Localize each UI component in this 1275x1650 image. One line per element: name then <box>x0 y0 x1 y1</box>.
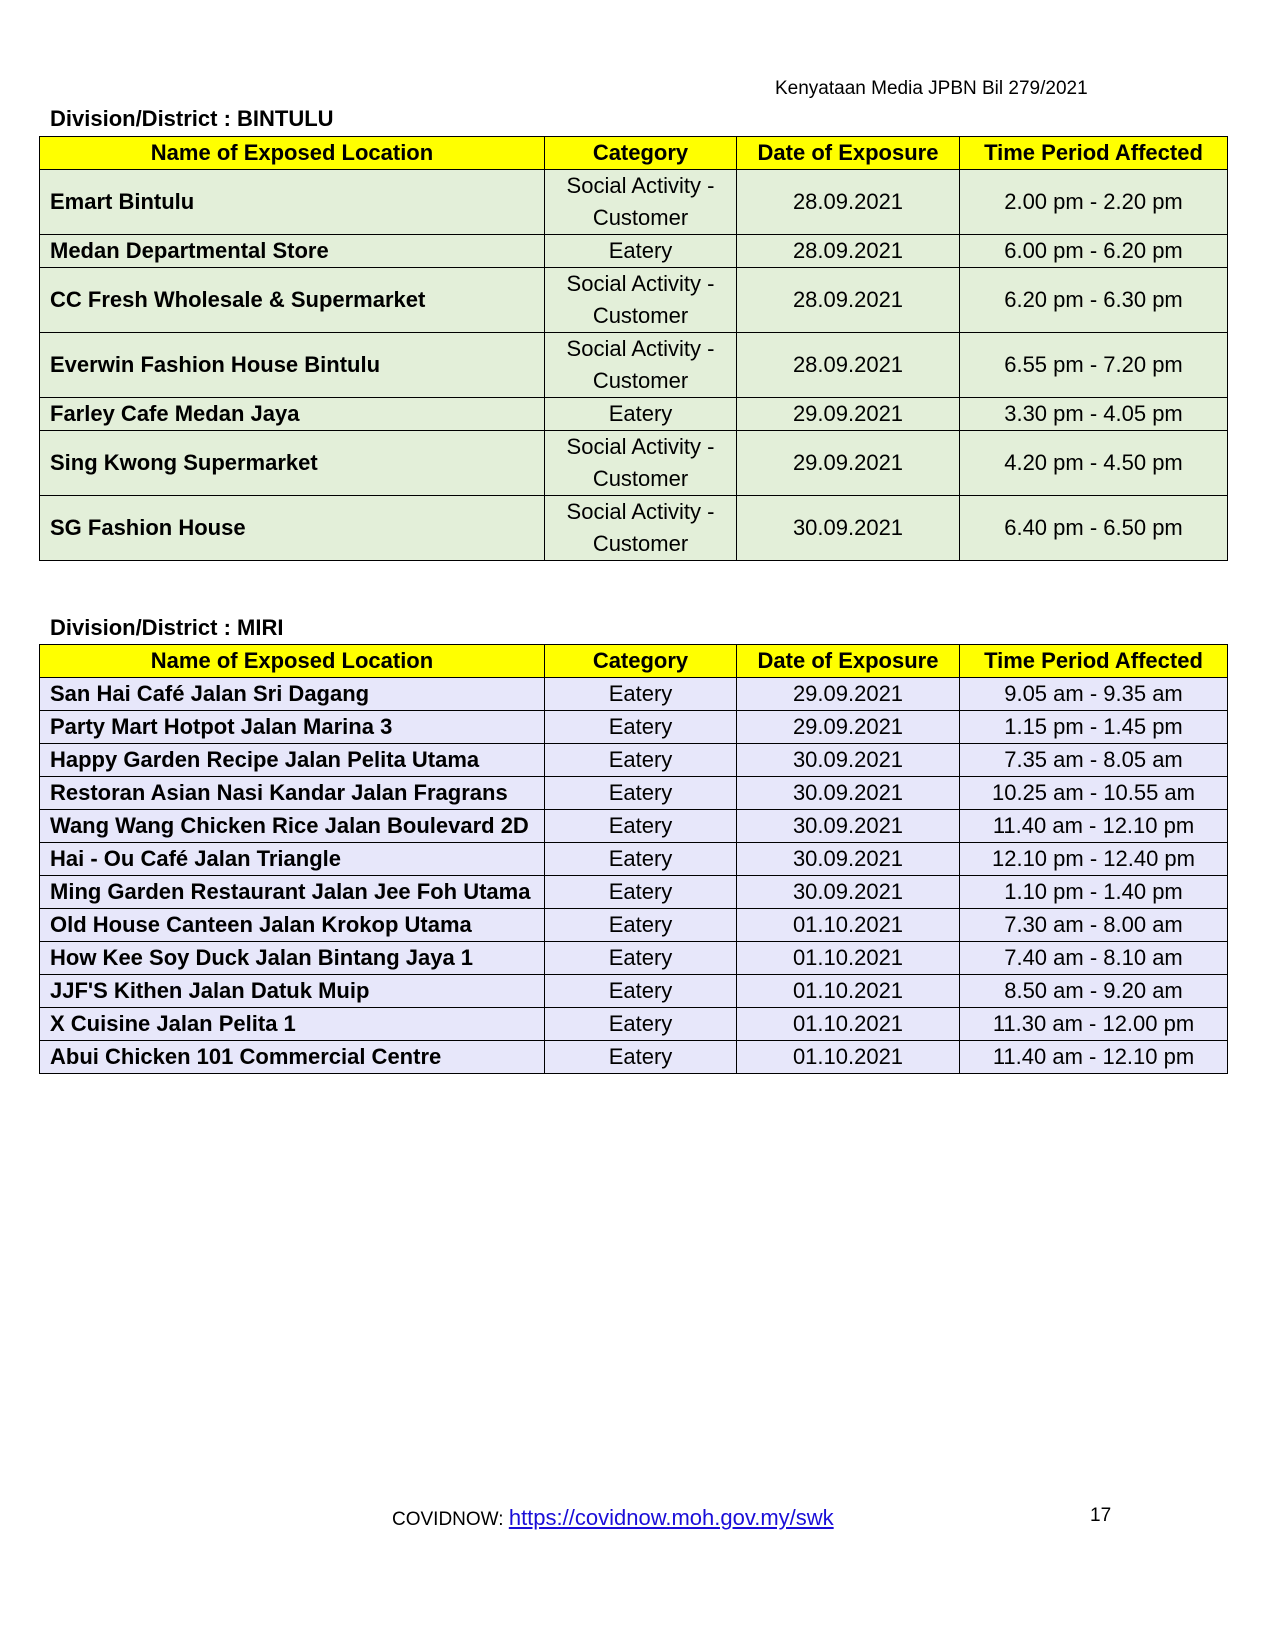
time-period-cell: 11.30 am - 12.00 pm <box>960 1008 1228 1041</box>
location-name-cell: How Kee Soy Duck Jalan Bintang Jaya 1 <box>40 942 545 975</box>
table-row <box>40 235 1228 268</box>
exposure-date-cell: 30.09.2021 <box>737 810 960 843</box>
time-period-cell: 6.20 pm - 6.30 pm <box>960 268 1228 333</box>
time-period-cell: 12.10 pm - 12.40 pm <box>960 843 1228 876</box>
category-cell: Eatery <box>545 1041 737 1074</box>
exposure-date-cell: 01.10.2021 <box>737 1008 960 1041</box>
column-header-date: Date of Exposure <box>737 137 960 170</box>
location-name-cell: Hai - Ou Café Jalan Triangle <box>40 843 545 876</box>
time-period-cell: 8.50 am - 9.20 am <box>960 975 1228 1008</box>
category-cell: Eatery <box>545 777 737 810</box>
miri-exposure-table <box>39 644 1228 1074</box>
category-cell: Eatery <box>545 678 737 711</box>
location-name-cell: Wang Wang Chicken Rice Jalan Boulevard 2D <box>40 810 545 843</box>
location-name-cell: San Hai Café Jalan Sri Dagang <box>40 678 545 711</box>
time-period-cell: 6.55 pm - 7.20 pm <box>960 333 1228 398</box>
time-period-cell: 6.40 pm - 6.50 pm <box>960 496 1228 561</box>
table-row <box>40 942 1228 975</box>
table-row <box>40 1041 1228 1074</box>
location-name-cell: Emart Bintulu <box>40 170 545 235</box>
table-row <box>40 1008 1228 1041</box>
table-header-row <box>40 645 1228 678</box>
category-cell: Eatery <box>545 235 737 268</box>
table-row <box>40 876 1228 909</box>
category-cell: Eatery <box>545 744 737 777</box>
covidnow-link[interactable]: https://covidnow.moh.gov.my/swk <box>508 1505 834 1530</box>
exposure-date-cell: 29.09.2021 <box>737 398 960 431</box>
table-row <box>40 496 1228 561</box>
location-name-cell: Ming Garden Restaurant Jalan Jee Foh Utama <box>40 876 545 909</box>
exposure-date-cell: 30.09.2021 <box>737 876 960 909</box>
exposure-date-cell: 29.09.2021 <box>737 711 960 744</box>
location-name-cell: Abui Chicken 101 Commercial Centre <box>40 1041 545 1074</box>
category-cell: Eatery <box>545 909 737 942</box>
district-title-bintulu: Division/District : BINTULU <box>50 106 334 131</box>
table-row <box>40 777 1228 810</box>
table-row <box>40 431 1228 496</box>
column-header-category: Category <box>545 137 737 170</box>
time-period-cell: 11.40 am - 12.10 pm <box>960 1041 1228 1074</box>
time-period-cell: 11.40 am - 12.10 pm <box>960 810 1228 843</box>
table-row <box>40 170 1228 235</box>
location-name-cell: Happy Garden Recipe Jalan Pelita Utama <box>40 744 545 777</box>
time-period-cell: 1.15 pm - 1.45 pm <box>960 711 1228 744</box>
column-header-date: Date of Exposure <box>737 645 960 678</box>
category-cell: Social Activity - Customer <box>545 333 737 398</box>
location-name-cell: Medan Departmental Store <box>40 235 545 268</box>
column-header-location: Name of Exposed Location <box>40 645 545 678</box>
table-row <box>40 711 1228 744</box>
location-name-cell: Farley Cafe Medan Jaya <box>40 398 545 431</box>
exposure-date-cell: 01.10.2021 <box>737 1041 960 1074</box>
table-row <box>40 909 1228 942</box>
bintulu-exposure-table <box>39 136 1228 561</box>
category-cell: Eatery <box>545 398 737 431</box>
category-cell: Social Activity - Customer <box>545 496 737 561</box>
location-name-cell: Sing Kwong Supermarket <box>40 431 545 496</box>
exposure-date-cell: 01.10.2021 <box>737 909 960 942</box>
location-name-cell: Old House Canteen Jalan Krokop Utama <box>40 909 545 942</box>
category-cell: Social Activity - Customer <box>545 170 737 235</box>
miri-table-body <box>40 678 1228 1074</box>
footer-label: COVIDNOW: <box>392 1509 504 1530</box>
exposure-date-cell: 29.09.2021 <box>737 431 960 496</box>
category-cell: Eatery <box>545 975 737 1008</box>
table-row <box>40 744 1228 777</box>
location-name-cell: CC Fresh Wholesale & Supermarket <box>40 268 545 333</box>
category-cell: Eatery <box>545 711 737 744</box>
document-reference: Kenyataan Media JPBN Bil 279/2021 <box>775 78 1088 99</box>
table-row <box>40 810 1228 843</box>
location-name-cell: X Cuisine Jalan Pelita 1 <box>40 1008 545 1041</box>
bintulu-table-body <box>40 170 1228 561</box>
location-name-cell: Party Mart Hotpot Jalan Marina 3 <box>40 711 545 744</box>
footer <box>392 1505 834 1531</box>
category-cell: Eatery <box>545 942 737 975</box>
table-row <box>40 678 1228 711</box>
time-period-cell: 7.30 am - 8.00 am <box>960 909 1228 942</box>
table-row <box>40 398 1228 431</box>
category-cell: Eatery <box>545 876 737 909</box>
exposure-date-cell: 30.09.2021 <box>737 496 960 561</box>
exposure-date-cell: 28.09.2021 <box>737 268 960 333</box>
table-header-row <box>40 137 1228 170</box>
category-cell: Eatery <box>545 1008 737 1041</box>
exposure-date-cell: 30.09.2021 <box>737 843 960 876</box>
category-cell: Social Activity - Customer <box>545 268 737 333</box>
column-header-location: Name of Exposed Location <box>40 137 545 170</box>
location-name-cell: SG Fashion House <box>40 496 545 561</box>
column-header-time: Time Period Affected <box>960 137 1228 170</box>
time-period-cell: 7.40 am - 8.10 am <box>960 942 1228 975</box>
table-row <box>40 268 1228 333</box>
time-period-cell: 7.35 am - 8.05 am <box>960 744 1228 777</box>
exposure-date-cell: 30.09.2021 <box>737 744 960 777</box>
time-period-cell: 9.05 am - 9.35 am <box>960 678 1228 711</box>
exposure-date-cell: 30.09.2021 <box>737 777 960 810</box>
location-name-cell: JJF'S Kithen Jalan Datuk Muip <box>40 975 545 1008</box>
exposure-date-cell: 29.09.2021 <box>737 678 960 711</box>
time-period-cell: 1.10 pm - 1.40 pm <box>960 876 1228 909</box>
exposure-date-cell: 28.09.2021 <box>737 170 960 235</box>
time-period-cell: 10.25 am - 10.55 am <box>960 777 1228 810</box>
table-row <box>40 975 1228 1008</box>
exposure-date-cell: 28.09.2021 <box>737 333 960 398</box>
table-row <box>40 843 1228 876</box>
time-period-cell: 3.30 pm - 4.05 pm <box>960 398 1228 431</box>
time-period-cell: 6.00 pm - 6.20 pm <box>960 235 1228 268</box>
table-row <box>40 333 1228 398</box>
exposure-date-cell: 01.10.2021 <box>737 942 960 975</box>
location-name-cell: Restoran Asian Nasi Kandar Jalan Fragrans <box>40 777 545 810</box>
category-cell: Eatery <box>545 810 737 843</box>
exposure-date-cell: 01.10.2021 <box>737 975 960 1008</box>
page-number: 17 <box>1090 1505 1112 1526</box>
time-period-cell: 2.00 pm - 2.20 pm <box>960 170 1228 235</box>
district-title-miri: Division/District : MIRI <box>50 615 284 640</box>
column-header-category: Category <box>545 645 737 678</box>
column-header-time: Time Period Affected <box>960 645 1228 678</box>
exposure-date-cell: 28.09.2021 <box>737 235 960 268</box>
location-name-cell: Everwin Fashion House Bintulu <box>40 333 545 398</box>
category-cell: Social Activity - Customer <box>545 431 737 496</box>
time-period-cell: 4.20 pm - 4.50 pm <box>960 431 1228 496</box>
category-cell: Eatery <box>545 843 737 876</box>
